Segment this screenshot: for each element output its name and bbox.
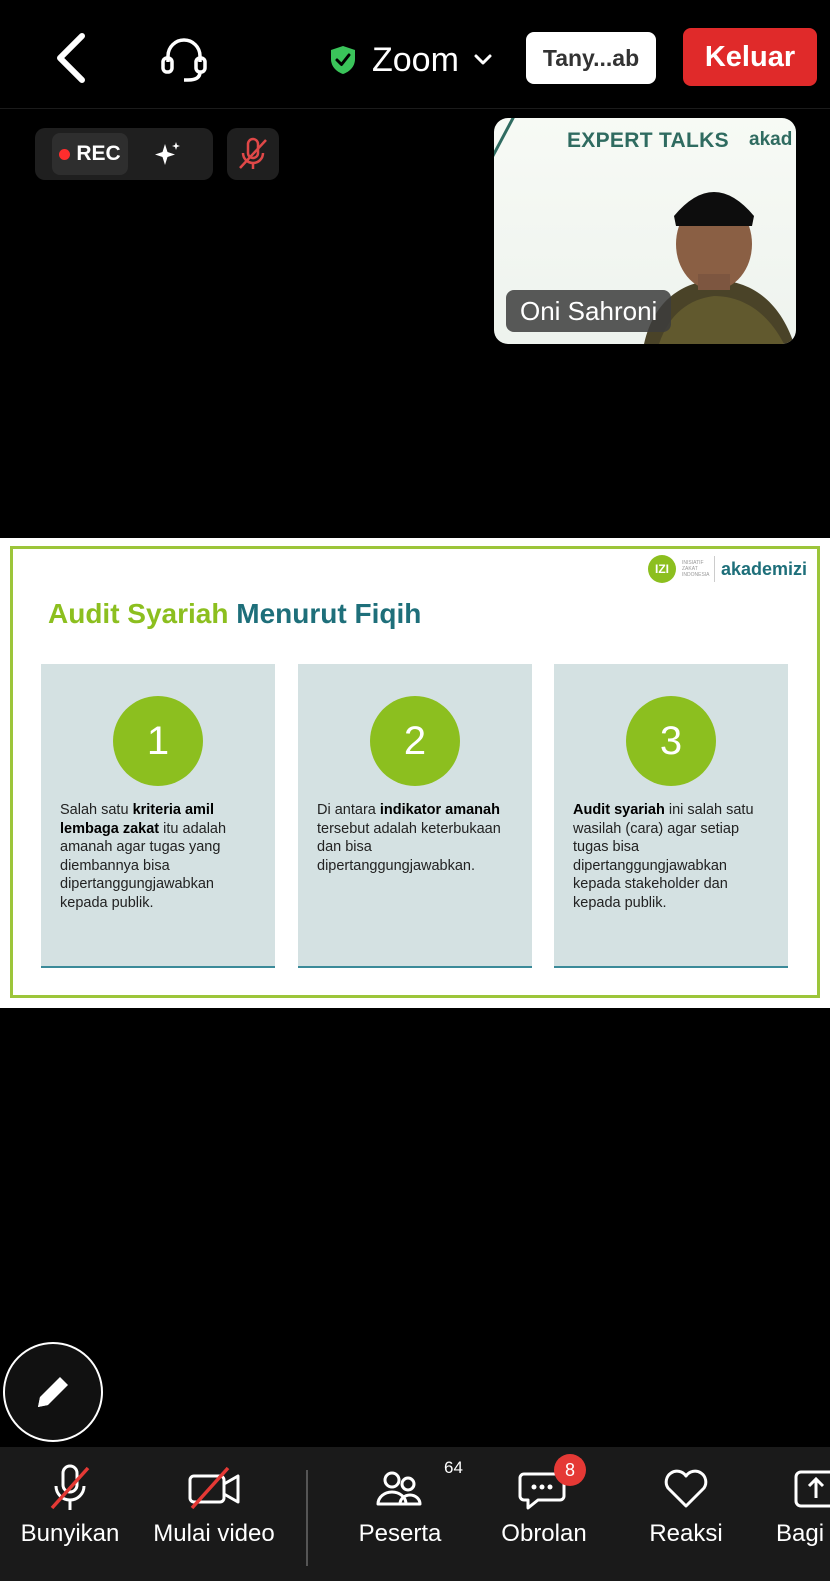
support-button[interactable]: [158, 34, 210, 84]
meeting-title: Zoom: [372, 40, 459, 79]
card-number: 1: [113, 696, 203, 786]
mic-icon-wrap: [40, 1462, 100, 1514]
chevron-down-icon: [473, 53, 493, 67]
card-text: [573, 801, 773, 912]
card-text: [60, 801, 260, 912]
slide-title: [48, 598, 421, 630]
headset-icon: [158, 34, 210, 84]
recording-indicator[interactable]: [52, 133, 128, 175]
annotate-button[interactable]: [3, 1342, 103, 1442]
card-text: [317, 801, 517, 875]
card-text-bold: Audit syariah: [573, 802, 665, 818]
share-icon-wrap: [776, 1462, 830, 1514]
mic-status-indicator: [227, 128, 279, 180]
video-off-icon: [184, 1462, 244, 1514]
participants-label: Peserta: [358, 1520, 442, 1547]
chat-icon-wrap: [514, 1459, 575, 1514]
chat-label: Obrolan: [501, 1520, 587, 1547]
reactions-label: Reaksi: [649, 1520, 723, 1547]
chat-unread-badge: 8: [554, 1454, 586, 1486]
slide-card: [298, 664, 532, 968]
slide-title-part2: Menurut Fiqih: [236, 598, 422, 629]
slide-logos: [648, 555, 807, 583]
participants-icon-wrap: [370, 1458, 463, 1514]
mic-off-icon: [40, 1462, 100, 1514]
card-text-bold: indikator amanah: [379, 802, 500, 818]
sparkle-icon: [152, 140, 182, 170]
reactions-icon-wrap: [656, 1462, 716, 1514]
back-button[interactable]: [50, 30, 94, 86]
heart-icon: [656, 1462, 716, 1514]
start-video-label: Mulai video: [153, 1520, 275, 1547]
start-video-button[interactable]: [146, 1462, 282, 1548]
chat-button[interactable]: [492, 1459, 596, 1548]
akademizi-logo: akademizi: [721, 558, 808, 579]
slide-card: [41, 664, 275, 968]
video-brand-text: akad: [749, 129, 793, 150]
card-text-post: ini salah satu wasilah (cara) agar setiap tugas bisa dipertanggungjawabkan kepada stakeholder dan kepada publik.: [573, 802, 754, 911]
card-number: 3: [626, 696, 716, 786]
top-divider: [0, 108, 830, 109]
shield-check-icon: [328, 44, 358, 76]
participants-icon: [370, 1462, 430, 1514]
unmute-button[interactable]: [14, 1462, 126, 1548]
card-text-post: tersebut adalah keterbukaan dan bisa dipertanggungjawabkan.: [317, 820, 501, 874]
share-button[interactable]: [776, 1462, 830, 1548]
video-icon-wrap: [184, 1462, 244, 1514]
rec-label: REC: [76, 142, 121, 165]
ai-companion-button[interactable]: [152, 140, 182, 170]
izi-logo-subtitle: INISIATIF ZAKAT INDONESIA: [682, 560, 710, 578]
participant-name-tag: Oni Sahroni: [506, 290, 671, 332]
card-number: 2: [370, 696, 460, 786]
izi-logo: IZI: [648, 555, 676, 583]
logo-divider: [714, 556, 715, 582]
record-dot-icon: [59, 149, 70, 160]
card-text-bold: kriteria amil lembaga zakat: [60, 802, 214, 837]
share-icon: [776, 1462, 830, 1514]
share-label: Bagi: [776, 1520, 825, 1547]
slide-card: [554, 664, 788, 968]
slide-title-part1: Audit Syariah: [48, 598, 229, 629]
reactions-button[interactable]: [640, 1462, 732, 1548]
card-text-pre: Salah satu: [60, 802, 133, 818]
leave-button[interactable]: Keluar: [683, 28, 817, 86]
ask-button[interactable]: Tany...ab: [526, 32, 656, 84]
pencil-icon: [30, 1369, 76, 1415]
mic-off-icon: [236, 136, 270, 172]
participant-video-tile[interactable]: [494, 118, 796, 344]
toolbar-divider: [306, 1470, 308, 1566]
decor-stripe: [494, 118, 517, 167]
participants-count: 64: [444, 1458, 463, 1477]
card-text-pre: Di antara: [317, 802, 380, 818]
unmute-label: Bunyikan: [20, 1520, 120, 1547]
participants-button[interactable]: [350, 1458, 463, 1548]
video-banner-text: EXPERT TALKS: [567, 129, 729, 152]
meeting-info-dropdown[interactable]: [328, 34, 493, 86]
card-text-post: itu adalah amanah agar tugas yang diembannya bisa dipertanggungjawabkan kepada publik.: [60, 820, 227, 911]
chevron-left-icon: [50, 30, 94, 86]
